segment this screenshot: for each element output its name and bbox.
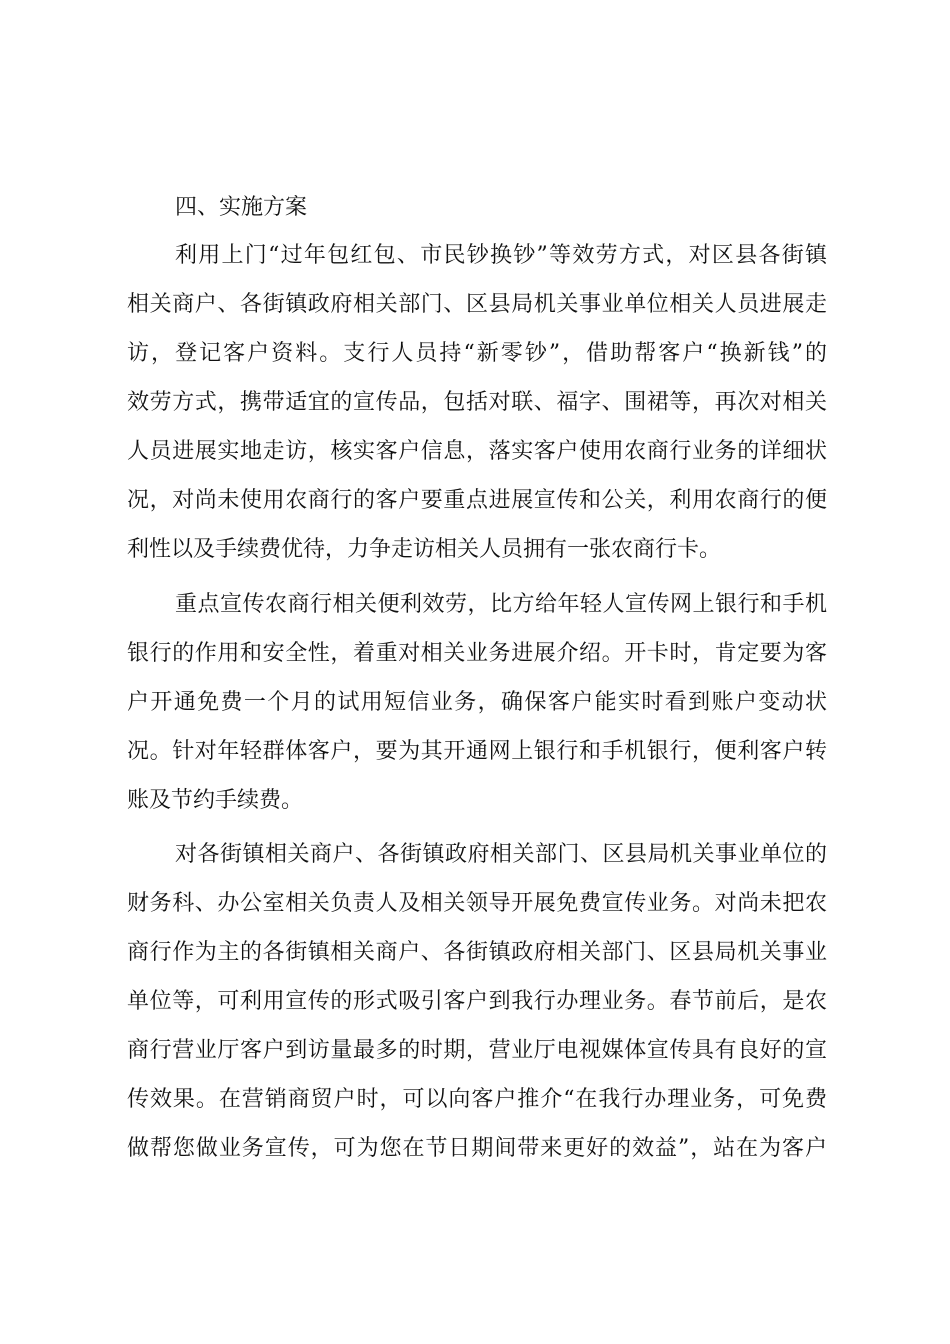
paragraph-1-line-7: 利性以及手续费优待，力争走访相关人员拥有一张农商行卡。 [127, 537, 722, 562]
paragraph-1-line-3: 访，登记客户资料。支行人员持“新零钞”，借助帮客户“换新钱”的 [127, 341, 827, 366]
paragraph-2-line-5: 账及节约手续费。 [127, 788, 304, 813]
paragraph-1-line-2: 相关商户、各街镇政府相关部门、区县局机关事业单位相关人员进展走 [127, 292, 827, 317]
paragraph-1-line-1: 利用上门“过年包红包、市民钞换钞”等效劳方式，对区县各街镇 [175, 243, 827, 268]
paragraph-3-line-7: 做帮您做业务宣传，可为您在节日期间带来更好的效益”，站在为客户 [127, 1136, 827, 1161]
paragraph-3-line-3: 商行作为主的各街镇相关商户、各街镇政府相关部门、区县局机关事业 [127, 940, 827, 965]
paragraph-3-line-4: 单位等，可利用宣传的形式吸引客户到我行办理业务。春节前后，是农 [127, 989, 827, 1014]
paragraph-3-line-6: 传效果。在营销商贸户时，可以向客户推介“在我行办理业务，可免费 [127, 1087, 827, 1112]
paragraph-3-line-1: 对各街镇相关商户、各街镇政府相关部门、区县局机关事业单位的 [175, 842, 827, 867]
paragraph-2-line-1: 重点宣传农商行相关便利效劳，比方给年轻人宣传网上银行和手机 [175, 592, 827, 617]
paragraph-1-line-5: 人员进展实地走访，核实客户信息，落实客户使用农商行业务的详细状 [127, 439, 827, 464]
paragraph-1-line-6: 况，对尚未使用农商行的客户要重点进展宣传和公关，利用农商行的便 [127, 488, 827, 513]
paragraph-2-line-2: 银行的作用和安全性，着重对相关业务进展介绍。开卡时，肯定要为客 [127, 641, 827, 666]
paragraph-3-line-2: 财务科、办公室相关负责人及相关领导开展免费宣传业务。对尚未把农 [127, 891, 827, 916]
section-heading: 四、实施方案 [175, 195, 308, 220]
paragraph-1-line-4: 效劳方式，携带适宜的宣传品，包括对联、福字、围裙等，再次对相关 [127, 390, 827, 415]
paragraph-3-line-5: 商行营业厅客户到访量最多的时期，营业厅电视媒体宣传具有良好的宣 [127, 1038, 827, 1063]
paragraph-2-line-3: 户开通免费一个月的试用短信业务，确保客户能实时看到账户变动状 [127, 690, 827, 715]
paragraph-2-line-4: 况。针对年轻群体客户，要为其开通网上银行和手机银行，便利客户转 [127, 739, 827, 764]
